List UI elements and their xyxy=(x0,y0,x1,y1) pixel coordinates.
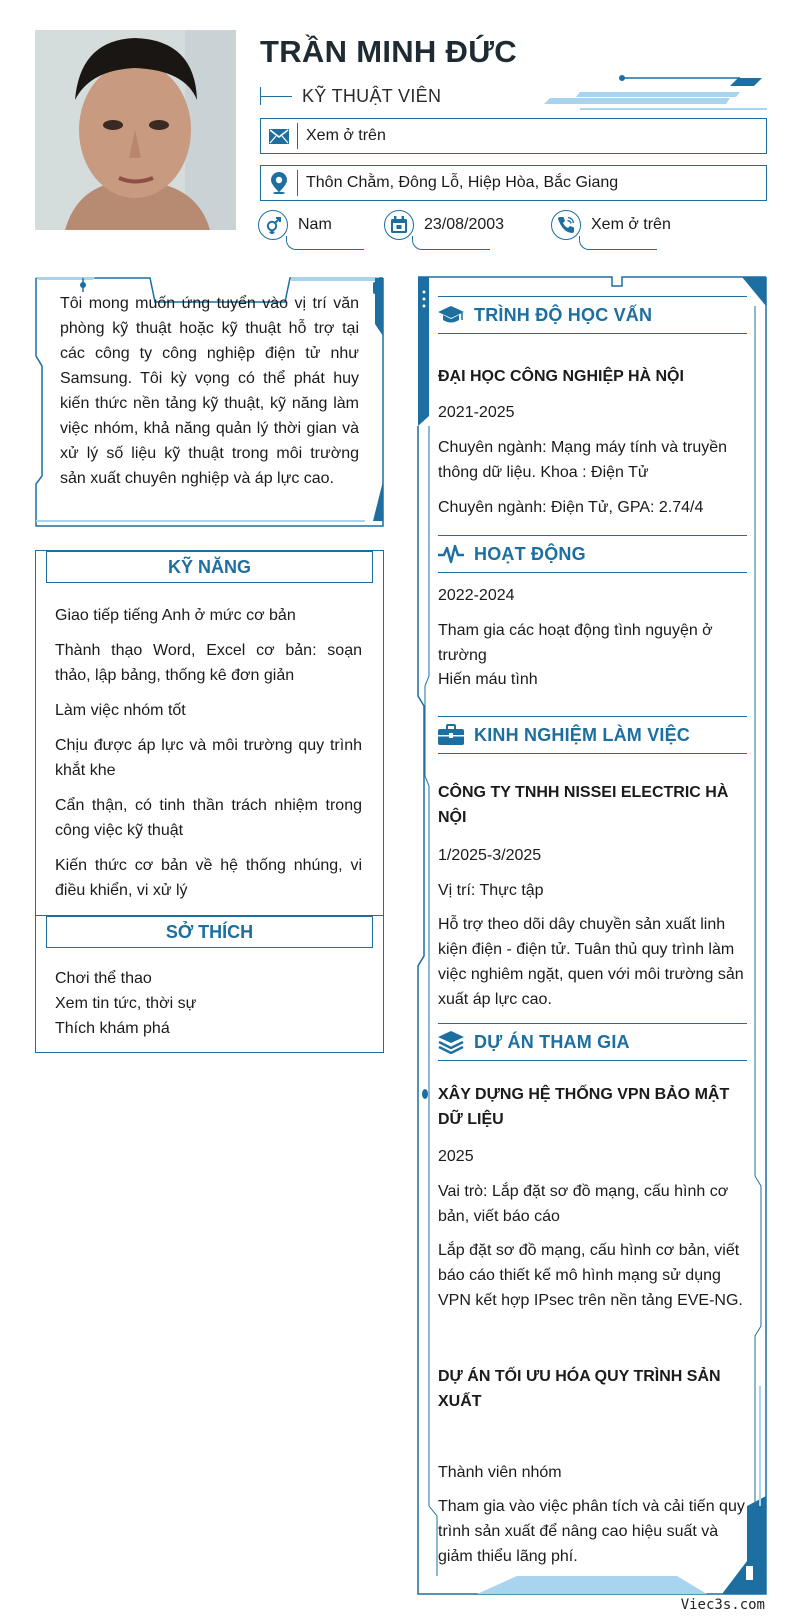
education-major-2: Chuyên ngành: Điện Tử, GPA: 2.74/4 xyxy=(438,499,704,516)
phone-item xyxy=(551,210,691,254)
position-marker xyxy=(260,87,292,105)
project-role: Vai trò: Lắp đặt sơ đồ mạng, cấu hình cơ bản, viết báo cáo xyxy=(438,1183,729,1225)
birthday-item xyxy=(384,210,524,254)
skills-section xyxy=(35,550,384,916)
header-decoration xyxy=(540,74,770,114)
profile-photo xyxy=(35,30,236,230)
experience-description: Hỗ trợ theo dõi dây chuyền sản xuất linh kiện điện - điện tử. Tuân thủ quy trình làm việc nghiêm ngặt, quen với môi trường sản xuất áp lực cao. xyxy=(438,916,744,1008)
hobby-item: Chơi thể thao xyxy=(55,970,152,987)
candidate-name: TRẦN MINH ĐỨC xyxy=(260,34,517,69)
skill-item: Chịu được áp lực và môi trường quy trình khắt khe xyxy=(55,737,362,779)
projects-header xyxy=(438,1023,747,1061)
gender-icon xyxy=(258,210,288,240)
experience-role: Vị trí: Thực tập xyxy=(438,882,544,899)
school-name: ĐẠI HỌC CÔNG NGHIỆP HÀ NỘI xyxy=(438,368,684,385)
position-row xyxy=(260,82,441,110)
gender-item xyxy=(258,210,368,254)
experience-header xyxy=(438,716,747,754)
skills-list xyxy=(55,603,362,913)
skill-item: Giao tiếp tiếng Anh ở mức cơ bản xyxy=(55,607,296,624)
project-role: Thành viên nhóm xyxy=(438,1464,562,1481)
education-period: 2021-2025 xyxy=(438,404,515,421)
graduation-cap-icon xyxy=(438,305,466,325)
activities-line-2: Hiến máu tình xyxy=(438,671,538,688)
hobbies-list xyxy=(55,966,362,1041)
activities-header xyxy=(438,535,747,573)
email-value: Xem ở trên xyxy=(306,127,386,144)
experience-title: KINH NGHIỆM LÀM VIỆC xyxy=(474,724,691,745)
briefcase-icon xyxy=(438,724,466,746)
birthday-value: 23/08/2003 xyxy=(424,216,505,233)
objective-text: Tôi mong muốn ứng tuyển vào vị trí văn phòng kỹ thuật hoặc kỹ thuật hỗ trợ tại các công ty công nghiệp điện tử như Samsung. Tôi kỳ vọng có thể phát huy kiến thức nền tảng kỹ thuật, kỹ năng làm việc nhóm, khả năng quản lý thời gian và xử lý số liệu kỹ thuật trong môi trường sản xuất chuyên nghiệp và áp lực cao. xyxy=(60,295,359,487)
email-row xyxy=(260,118,767,154)
skill-item: Cẩn thận, có tinh thần trách nhiệm trong công việc kỹ thuật xyxy=(55,797,362,839)
company-name: CÔNG TY TNHH NISSEI ELECTRIC HÀ NỘI xyxy=(438,784,729,826)
calendar-icon xyxy=(384,210,414,240)
hobby-item: Thích khám phá xyxy=(55,1020,170,1037)
activities-period: 2022-2024 xyxy=(438,587,515,604)
skill-item: Làm việc nhóm tốt xyxy=(55,702,186,719)
address-value: Thôn Chằm, Đông Lỗ, Hiệp Hòa, Bắc Giang xyxy=(306,174,619,191)
brand-watermark: Viec3s.com xyxy=(680,1597,765,1613)
envelope-icon xyxy=(261,129,297,144)
location-pin-icon xyxy=(261,172,297,194)
address-row xyxy=(260,165,767,201)
project-name: XÂY DỰNG HỆ THỐNG VPN BẢO MẬT DỮ LIỆU xyxy=(438,1086,730,1128)
experience-period: 1/2025-3/2025 xyxy=(438,847,542,864)
skill-item: Thành thạo Word, Excel cơ bản: soạn thảo, lập bảng, thống kê đơn giản xyxy=(55,642,362,684)
activities-line-1: Tham gia các hoạt động tình nguyện ở trường xyxy=(438,622,713,664)
phone-value: Xem ở trên xyxy=(591,216,671,233)
phone-icon xyxy=(551,210,581,240)
activities-title: HOẠT ĐỘNG xyxy=(474,543,586,564)
project-name: DỰ ÁN TỐI ƯU HÓA QUY TRÌNH SẢN XUẤT xyxy=(438,1368,721,1410)
hobbies-title: SỞ THÍCH xyxy=(46,916,373,948)
gender-value: Nam xyxy=(298,216,332,233)
pulse-icon xyxy=(438,544,466,564)
education-title: TRÌNH ĐỘ HỌC VẤN xyxy=(474,304,653,325)
projects-title: DỰ ÁN THAM GIA xyxy=(474,1031,630,1052)
project-description: Lắp đặt sơ đồ mạng, cấu hình cơ bản, viết báo cáo thiết kế mô hình mạng sử dụng VPN kết hợp IPsec trên nền tảng EVE-NG. xyxy=(438,1242,743,1309)
hobby-item: Xem tin tức, thời sự xyxy=(55,995,197,1012)
project-period: 2025 xyxy=(438,1148,474,1165)
education-major-1: Chuyên ngành: Mạng máy tính và truyền thông dữ liệu. Khoa : Điện Tử xyxy=(438,439,728,481)
skills-title: KỸ NĂNG xyxy=(46,551,373,583)
project-description: Tham gia vào việc phân tích và cải tiến quy trình sản xuất để nâng cao hiệu suất và giảm thiểu lãng phí. xyxy=(438,1498,745,1565)
layers-icon xyxy=(438,1030,466,1054)
hobbies-section xyxy=(35,916,384,1053)
education-header xyxy=(438,296,747,334)
skill-item: Kiến thức cơ bản về hệ thống nhúng, vi điều khiển, vi xử lý xyxy=(55,857,362,899)
job-position: KỸ THUẬT VIÊN xyxy=(302,85,442,106)
